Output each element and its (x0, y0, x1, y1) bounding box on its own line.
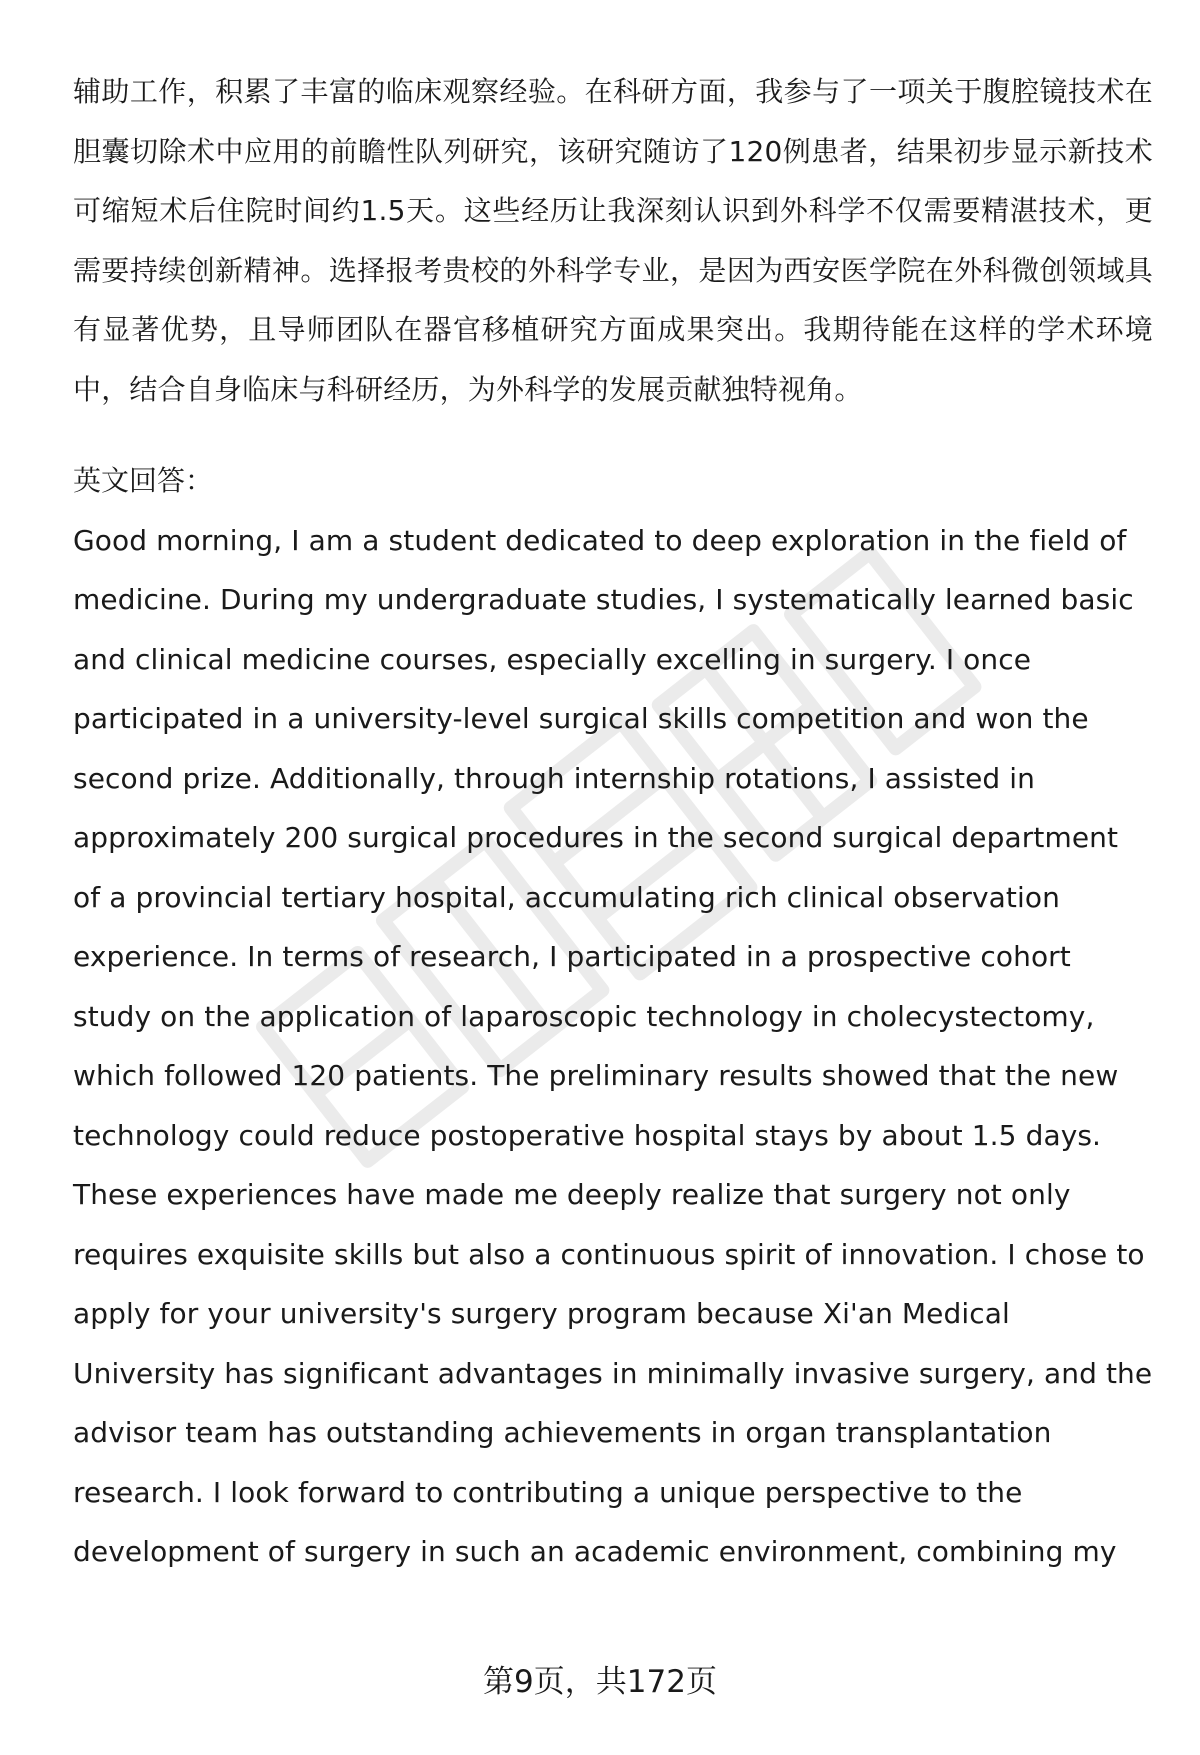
english-answer-label: 英文回答： (73, 464, 214, 497)
document-body (73, 62, 1153, 1582)
chinese-answer-paragraph: 辅助工作，积累了丰富的临床观察经验。在科研方面，我参与了一项关于腹腔镜技术在胆囊切除术中应用的前瞻性队列研究，该研究随访了120例患者，结果初步显示新技术可缩短术后住院时间约1.5天。这些经历让我深刻认识到外科学不仅需要精湛技术，更需要持续创新精神。选择报考贵校的外科学专业，是因为西安医学院在外科微创领域具有显著优势，且导师团队在器官移植研究方面成果突出。我期待能在这样的学术环境中，结合自身临床与科研经历，为外科学的发展贡献独特视角。 (73, 75, 1153, 406)
page-number-footer: 第9页，共172页 (483, 1664, 717, 1700)
english-answer-paragraph: Good morning, I am a student dedicated to deep exploration in the field of medicine. During my undergraduate studies, I systematically learned basic and clinical medicine courses, especially excelling in surgery. I once participated in a university-level surgical skills competition and won the second prize. Additionally, through internship rotations, I assisted in approximately 200 surgical procedures in the second surgical department of a provincial tertiary hospital, accumulating rich clinical observation experience. In terms of research, I participated in a prospective cohort study on the application of laparoscopic technology in cholecystectomy, which followed 120 patients. The preliminary results showed that the new technology could reduce postoperative hospital stays by about 1.5 days. These experiences have made me deeply realize that surgery not only requires exquisite skills but also a continuous spirit of innovation. I chose to apply for your university's surgery program because Xi'an Medical University has significant advantages in minimally invasive surgery, and the advisor team has outstanding achievements in organ transplantation research. I look forward to contributing a unique perspective to the development of surgery in such an academic environment, combining my (73, 523, 1153, 1568)
